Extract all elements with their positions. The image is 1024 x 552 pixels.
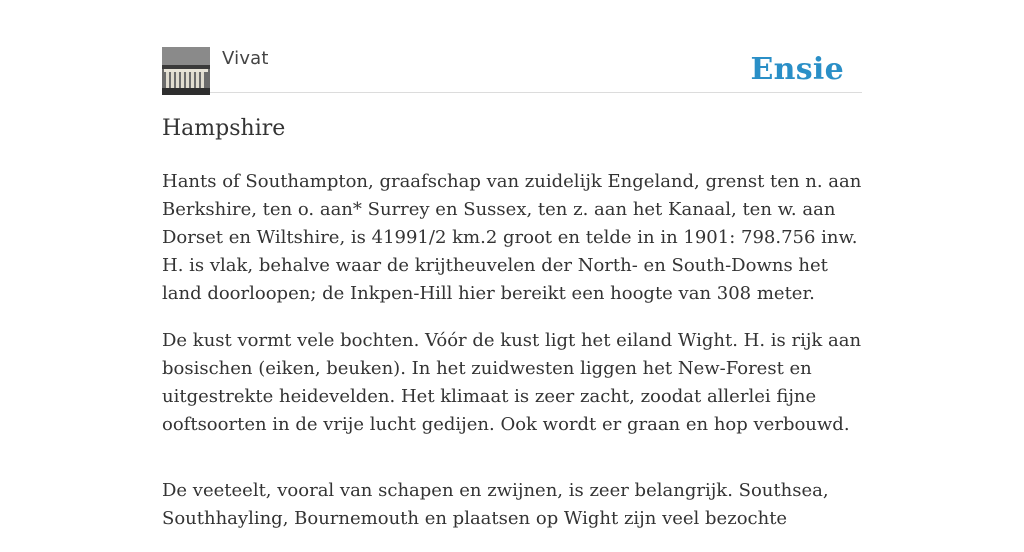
ensie-logo[interactable]: Ensie bbox=[750, 52, 844, 87]
article-body bbox=[162, 168, 862, 552]
article-paragraph: Hants of Southampton, graafschap van zuidelijk Engeland, grenst ten n. aan Berkshire, ten o. aan* Surrey en Sussex, ten z. aan het Kanaal, ten w. aan Dorset en Wiltshire, is 41991/2 km.2 groot en telde in in 1901: 798.756 inw. H. is vlak, behalve waar de krijtheuvelen der North- en South-Downs het land doorloopen; de Inkpen-Hill hier bereikt een hoogte van 308 meter. bbox=[162, 171, 862, 304]
article-paragraph: De kust vormt vele bochten. Vóór de kust ligt het eiland Wight. H. is rijk aan bosischen (eiken, beuken). In het zuidwesten liggen het New-Forest en uitgestrekte heidevelden. Het klimaat is zeer zacht, zoodat allerlei fijne ooftsoorten in de vrije lucht gedijen. Ook wordt er graan en hop verbouwd. bbox=[162, 330, 862, 435]
page-header bbox=[162, 46, 862, 93]
author-avatar[interactable] bbox=[162, 47, 210, 95]
building-columns-photo-icon bbox=[162, 47, 210, 95]
article-title: Hampshire bbox=[162, 116, 286, 141]
article-paragraph: De veeteelt, vooral van schapen en zwijnen, is zeer belangrijk. Southsea, Southhayling, Bournemouth en plaatsen op Wight zijn veel bezochte bbox=[162, 480, 829, 529]
author-name[interactable]: Vivat bbox=[222, 48, 269, 69]
